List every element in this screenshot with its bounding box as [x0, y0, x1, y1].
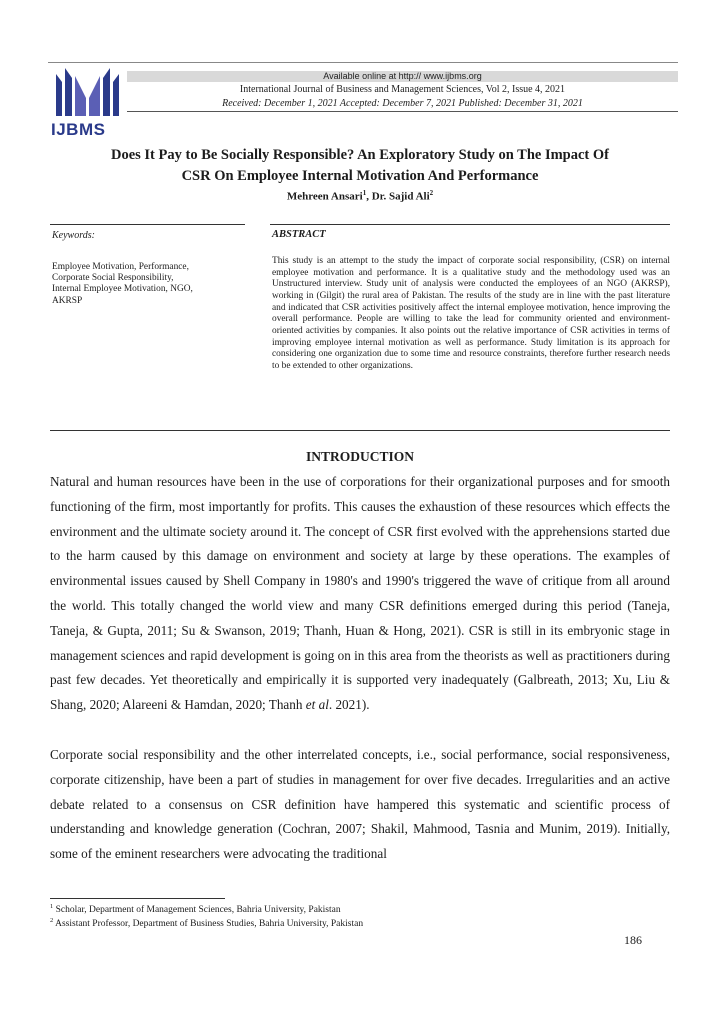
paragraph-1-etal: et al	[305, 697, 329, 713]
paragraph-1-text: Natural and human resources have been in the use of corporations for their organizational purposes and for smooth functioning of the firm, most importantly for profits. This causes the exhaustion of these resources which effects the environment and the ultimate society around it. The concept of CSR first evolved with the apprehensions started due to the harm caused by this damage on environment and society at large by these operations. The examples of environmental issues caused by Shell Company in 1980's and 1990's triggered the wave of critique from all around the world. This totally changed the world view and many CSR definitions emerged during this period (Taneja, Taneja, & Gupta, 2011; Su & Swanson, 2019; Thanh, Huan & Hong, 2021). CSR is still in its embryonic stage in management sciences and rapid development is going on in this area from the theorists as well as practitioners during past few decades. Yet theoretically and empirically it is supported very inadequately (Galbreath, 2013; Xu, Liu & Shang, 2020; Alareeni & Hamdan, 2020; Thanh	[50, 474, 670, 713]
author-2-mark: 2	[429, 189, 434, 197]
introduction-paragraph-1	[50, 470, 670, 718]
introduction-heading: INTRODUCTION	[305, 449, 414, 464]
keyword-line: AKRSP	[52, 295, 83, 306]
paper-title	[50, 145, 670, 187]
abstract-rule	[270, 224, 670, 225]
paragraph-1-end: . 2021).	[328, 697, 370, 713]
top-rule	[48, 62, 678, 63]
introduction-paragraph-2: Corporate social responsibility and the other interrelated concepts, i.e., social performance, social responsiveness, corporate citizenship, have been a part of studies in management for over five decades. Irregularities and an active debate related to a consensus on CSR definition have hampered this systematic and scientific process of understanding and knowledge generation (Cochran, 2007; Shakil, Mahmood, Tasnia and Munim, 2019). Initially, some of the eminent researchers were advocating the traditional	[50, 747, 670, 862]
publication-dates: Received: December 1, 2021 Accepted: December 7, 2021 Published: December 31, 2021	[222, 98, 583, 109]
author-line	[50, 189, 670, 203]
abstract-heading: ABSTRACT	[272, 229, 326, 240]
keyword-line: Corporate Social Responsibility,	[52, 273, 174, 284]
title-line-1: Does It Pay to Be Socially Responsible? An Exploratory Study on The Impact Of	[110, 147, 609, 163]
page-number: 186	[624, 933, 642, 947]
logo-text: IJBMS	[51, 120, 106, 139]
abstract-bottom-rule	[50, 430, 670, 431]
keywords-rule	[50, 224, 245, 225]
author-1-mark: 1	[362, 189, 367, 197]
footnote-rule	[50, 898, 225, 899]
abstract-text: This study is an attempt to the study the impact of corporate social responsibility, (CSR) on internal employee motivation and performance. It is a qualitative study and the methodology used was an Unstructured interview. Study unit of analysis were conducted the employees of an NGO (AKRSP), working in (Gilgit) the rural area of Pakistan. The results of the study are in line with the past literature and indicated that CSR activities positively affect the internal employee motivation, hence improving the overall performance. People are willing to take the lead for community oriented and environment-oriented activities by companies. It also points out the relative importance of CSR activities in terms of improving employee internal motivation as well as performance. Study limitation is its approach for considering one organization due to some time and resource constraints, therefore further research needs to be extended to other organizations.	[272, 256, 670, 371]
footnote-2	[50, 918, 363, 930]
keyword-line: Employee Motivation, Performance,	[52, 262, 189, 272]
keywords-list	[52, 262, 247, 307]
author-separator: ,	[366, 190, 372, 203]
keywords-heading: Keywords:	[52, 230, 95, 241]
footnote-2-mark: 2	[50, 916, 54, 924]
footnote-1-mark: 1	[50, 902, 54, 910]
availability-line: Available online at http:// www.ijbms.org	[323, 71, 482, 81]
author-2: Dr. Sajid Ali	[371, 190, 430, 203]
footnote-1-text: Scholar, Department of Management Sciences, Bahria University, Pakistan	[53, 905, 341, 915]
header-rule	[127, 111, 678, 112]
footnote-1	[50, 904, 341, 916]
keyword-line: Internal Employee Motivation, NGO,	[52, 284, 193, 295]
footnote-2-text: Assistant Professor, Department of Business Studies, Bahria University, Pakistan	[53, 919, 364, 929]
author-1: Mehreen Ansari	[286, 190, 363, 203]
title-line-2: CSR On Employee Internal Motivation And Performance	[181, 168, 539, 184]
journal-citation: International Journal of Business and Management Sciences, Vol 2, Issue 4, 2021	[239, 84, 566, 95]
